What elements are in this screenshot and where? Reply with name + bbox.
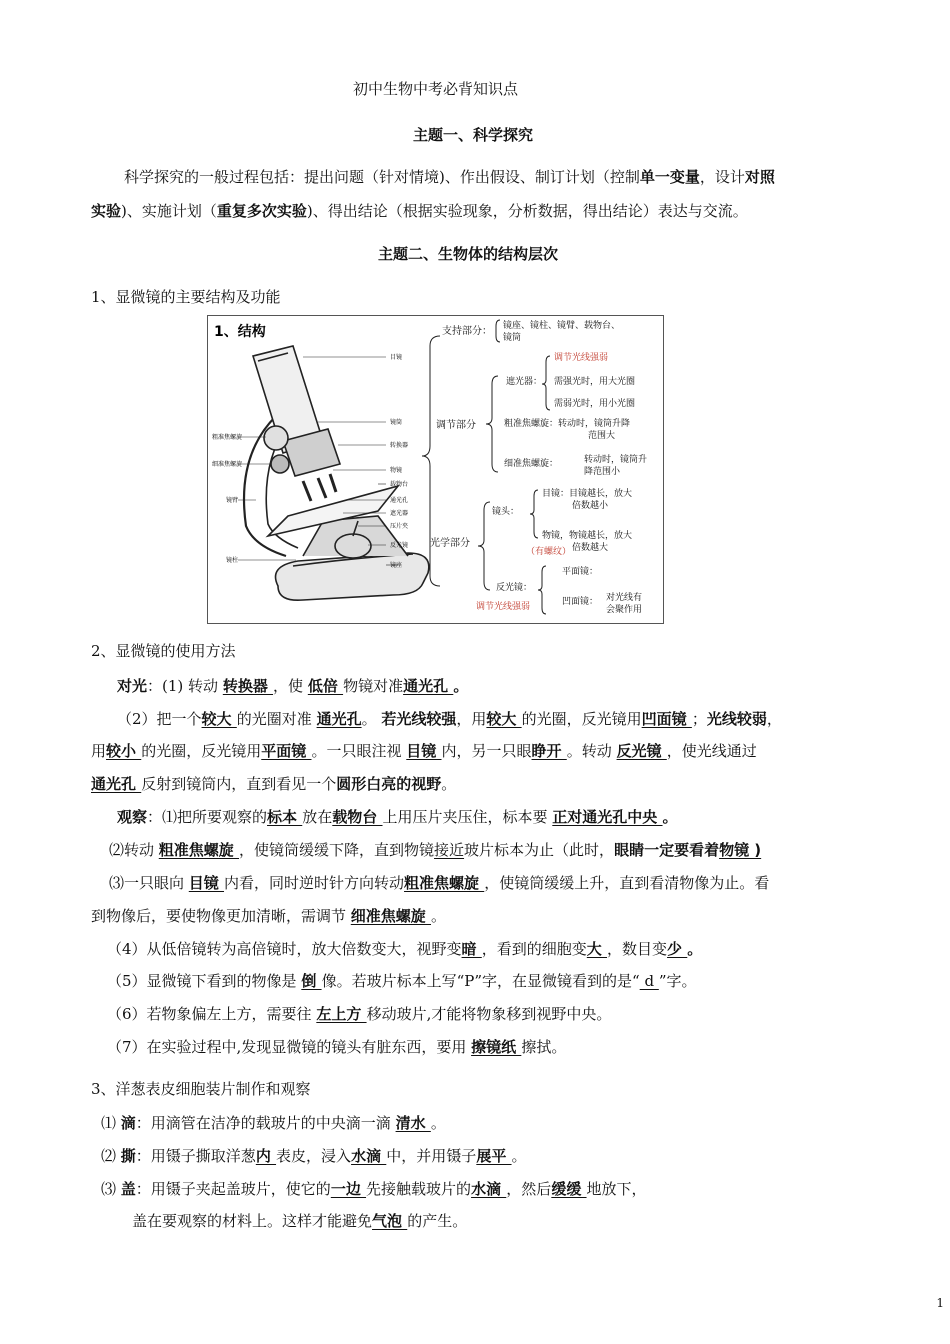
- text: 。: [361, 710, 382, 728]
- answer: 内: [255, 1147, 277, 1165]
- keyword: 重复多次实验: [216, 202, 307, 220]
- answer: 水滴: [351, 1147, 387, 1165]
- label-clips: 压片夹: [390, 523, 409, 530]
- microscope-diagram: [207, 315, 664, 624]
- text: 用: [91, 742, 107, 760]
- item-6: [107, 1004, 611, 1024]
- answer: 粗准焦螺旋: [404, 874, 485, 892]
- answer: 目镜: [188, 874, 225, 892]
- answer: 大: [586, 940, 608, 958]
- answer: 较小: [106, 742, 142, 760]
- text: 先接触载玻片的: [366, 1180, 472, 1198]
- text: ，然后: [506, 1180, 552, 1198]
- keyword: 圆形白亮的视野: [336, 775, 442, 793]
- text: 中，并用镊子: [386, 1147, 477, 1165]
- text: ，使: [273, 677, 308, 695]
- step-1: [101, 1113, 446, 1133]
- thread-note: （有螺纹）: [526, 547, 572, 557]
- step-3-continued: [132, 1211, 467, 1231]
- eyepiece-text: 目镜：目镜越长，放大: [542, 489, 633, 499]
- text: （6）若物象偏左上方，需要往: [107, 1005, 317, 1023]
- label-coarse-focus: 粗准焦螺旋: [212, 434, 243, 441]
- answer: 展平: [476, 1147, 512, 1165]
- figure-title: 1、结构: [214, 324, 266, 340]
- label-mirror: 反光镜: [390, 542, 409, 549]
- eyepiece-text2: 倍数越小: [572, 501, 609, 511]
- answer: 少: [667, 940, 688, 958]
- text: 的光圈，反光镜用: [141, 742, 262, 760]
- duiguang-line2: [117, 709, 782, 729]
- text: ：⑴把所要观察的: [147, 808, 268, 826]
- text: ，数目变: [607, 940, 668, 958]
- keyword: 若光线较强: [381, 710, 457, 728]
- coarse-focus-text2: 范围大: [588, 431, 616, 441]
- theme1-paragraph-line2: [91, 201, 748, 221]
- text: )、实施计划（: [121, 202, 217, 220]
- concave-mirror: 凹面镜：: [562, 597, 599, 607]
- concave-mirror-text2: 会聚作用: [606, 605, 643, 615]
- answer: 睁开: [531, 742, 567, 760]
- answer: 正对通光孔中央: [552, 808, 663, 826]
- fine-focus-text2: 降范围小: [584, 467, 621, 477]
- adjust-part-label: 调节部分: [436, 420, 476, 431]
- duiguang-line4: [91, 774, 456, 794]
- text: ，: [766, 710, 782, 728]
- text: （5）显微镜下看到的物像是: [107, 972, 302, 990]
- text: 。: [430, 1114, 446, 1132]
- fine-focus-text: 转动时，镜筒升: [584, 455, 648, 465]
- text: 反射到镜筒内，直到看见一个: [141, 775, 337, 793]
- answer: 水滴: [471, 1180, 507, 1198]
- answer: 通光孔: [91, 775, 142, 793]
- text: ，用: [456, 710, 487, 728]
- text: 上用压片夹压住，标本要: [382, 808, 553, 826]
- duiguang-line3: [91, 741, 757, 761]
- item-5: [107, 971, 696, 991]
- text: ，设计: [699, 168, 745, 186]
- answer: 较大: [201, 710, 237, 728]
- text: 。: [511, 1147, 527, 1165]
- answer: 一边: [330, 1180, 367, 1198]
- guancha-line4: [91, 906, 446, 926]
- support-part-text2: 镜筒: [503, 333, 522, 343]
- text: 。: [453, 677, 469, 695]
- mirror-function: 调节光线强弱: [476, 602, 531, 612]
- answer: 载物台: [332, 808, 383, 826]
- text: ，看到的细胞变: [481, 940, 587, 958]
- classification-tree: [422, 319, 647, 615]
- answer: 气泡: [372, 1212, 408, 1230]
- text: 到物像后，要使物像更加清晰，需调节: [91, 907, 351, 925]
- answer: 粗准焦螺旋: [158, 841, 240, 859]
- text: （2）把一个: [117, 710, 202, 728]
- answer: 转换器: [222, 677, 274, 695]
- keyword: 对光: [117, 677, 148, 695]
- text: （7）在实验过程中,发现显微镜的镜头有脏东西，要用: [107, 1038, 472, 1056]
- answer: 缓缓: [551, 1180, 587, 1198]
- coarse-focus-text: 粗准焦螺旋：转动时，镜筒升降: [504, 419, 631, 429]
- text: ⑵: [101, 1147, 121, 1165]
- answer: d: [639, 972, 659, 990]
- label-arm: 镜臂: [226, 497, 239, 504]
- text: 。一只眼注视: [311, 742, 407, 760]
- text: 的光圈，反光镜用: [521, 710, 642, 728]
- text: ”字。: [658, 972, 697, 990]
- answer: 清水: [395, 1114, 431, 1132]
- item-7: [107, 1037, 566, 1057]
- text: ⑶: [101, 1180, 121, 1198]
- label-objective: 物镜: [390, 467, 403, 474]
- text: 科学探究的一般过程包括：提出问题（针对情境)、作出假设、制订计划（控制: [124, 168, 640, 186]
- label-base: 镜座: [390, 562, 403, 569]
- duiguang-line1: [117, 676, 468, 696]
- theme2-heading: 主题二、生物体的结构层次: [378, 245, 559, 263]
- text: （4）从低倍镜转为高倍镜时，放大倍数变大，视野变: [107, 940, 462, 958]
- section-2-title: 2、显微镜的使用方法: [91, 642, 236, 660]
- label-nosepiece: 转换器: [390, 442, 409, 449]
- label-eyepiece: 目镜: [390, 354, 403, 361]
- diaphragm-strong: 需强光时，用大光圈: [554, 377, 636, 387]
- label-aperture: 通光孔: [390, 497, 409, 504]
- guancha-line1: [117, 807, 678, 827]
- text: 。: [687, 940, 703, 958]
- diaphragm-heading: 遮光器：: [506, 377, 543, 387]
- text: 。转动: [566, 742, 617, 760]
- keyword: 盖: [120, 1180, 136, 1198]
- objective-text2: 倍数越大: [572, 543, 609, 553]
- label-fine-focus: 细准焦螺旋: [212, 461, 243, 468]
- text: 擦拭。: [521, 1038, 567, 1056]
- text: 物镜对准: [343, 677, 404, 695]
- mirror-label: 反光镜：: [496, 583, 533, 593]
- step-2: [101, 1146, 527, 1166]
- answer: 较大: [486, 710, 522, 728]
- answer: 物镜 ): [719, 841, 762, 859]
- fine-focus-label: 细准焦螺旋：: [504, 459, 559, 469]
- answer: 低倍: [307, 677, 344, 695]
- text: 的光圈对准: [236, 710, 317, 728]
- keyword: 撕: [120, 1147, 136, 1165]
- objective-text: 物镜，物镜越长，放大: [542, 531, 633, 541]
- text: ；: [691, 710, 707, 728]
- text: 内，另一只眼: [441, 742, 532, 760]
- keyword: 单一变量: [639, 168, 700, 186]
- text: 。: [431, 907, 447, 925]
- text: ：用滴管在洁净的载玻片的中央滴一滴: [135, 1114, 396, 1132]
- label-tube: 镜筒: [390, 419, 403, 426]
- theme1-paragraph-line1: [124, 167, 775, 187]
- text: 地放下，: [586, 1180, 647, 1198]
- answer: 通光孔: [316, 710, 362, 728]
- label-pillar: 镜柱: [226, 557, 239, 564]
- text: ：用镊子撕取洋葱: [135, 1147, 256, 1165]
- text: 移动玻片,才能将物象移到视野中央。: [366, 1005, 612, 1023]
- answer: 平面镜: [261, 742, 312, 760]
- text: 玻片标本为止（此时，: [464, 841, 615, 859]
- answer: 细准焦螺旋: [350, 907, 432, 925]
- text: ，使光线通过: [666, 742, 757, 760]
- answer: 左上方: [316, 1005, 367, 1023]
- label-stage: 载物台: [390, 481, 409, 488]
- step-3: [101, 1179, 647, 1199]
- concave-mirror-text: 对光线有: [606, 593, 643, 603]
- answer: 暗: [461, 940, 482, 958]
- text: 。: [441, 775, 457, 793]
- text: 的产生。: [407, 1212, 468, 1230]
- keyword: 光线较弱: [706, 710, 767, 728]
- answer: 标本: [267, 808, 303, 826]
- text: 。: [662, 808, 678, 826]
- text: 盖在要观察的材料上。这样才能避免: [132, 1212, 373, 1230]
- text: 像。若玻片标本上写“P”字，在显微镜看到的是“: [321, 972, 640, 990]
- text: ，使镜筒缓缓上升，直到看清物像为止。看: [484, 874, 770, 892]
- answer: 通光孔: [403, 677, 454, 695]
- diaphragm-function: 调节光线强弱: [554, 353, 609, 363]
- text: 表皮，浸入: [276, 1147, 352, 1165]
- lens-label: 镜头：: [492, 507, 520, 517]
- answer: 目镜: [406, 742, 442, 760]
- answer: 倒: [301, 972, 322, 990]
- text: ⑴: [101, 1114, 121, 1132]
- text: )、得出结论（根据实验现象，分析数据，得出结论）表达与交流。: [306, 202, 748, 220]
- optical-part-label: 光学部分: [430, 538, 470, 549]
- support-part-label: 支持部分：: [442, 326, 492, 337]
- page-number: 1: [936, 1296, 944, 1310]
- answer: 凹面镜: [641, 710, 692, 728]
- keyword: 滴: [120, 1114, 136, 1132]
- diaphragm-weak: 需弱光时，用小光圈: [554, 399, 636, 409]
- theme1-heading: 主题一、科学探究: [413, 126, 534, 144]
- keyword: 实验: [91, 202, 122, 220]
- guancha-line3: [109, 873, 769, 893]
- keyword: 观察: [117, 808, 148, 826]
- text: ：用镊子夹起盖玻片，使它的: [135, 1180, 331, 1198]
- text: ⑶一只眼向: [109, 874, 189, 892]
- support-part-text: 镜座、镜柱、镜臂、载物台、: [503, 321, 621, 331]
- flat-mirror: 平面镜：: [562, 567, 599, 577]
- keyword: 对照: [744, 168, 775, 186]
- section-1-title: 1、显微镜的主要结构及功能: [91, 288, 281, 306]
- keyword: 眼睛一定要看着: [614, 841, 720, 859]
- text: 放在: [302, 808, 333, 826]
- text: ：(1) 转动: [147, 677, 223, 695]
- section-3-title: 3、洋葱表皮细胞装片制作和观察: [91, 1080, 311, 1098]
- answer: 反光镜: [616, 742, 667, 760]
- text: ，使镜筒缓缓下降，直到物镜: [239, 841, 435, 859]
- label-diaphragm: 遮光器: [390, 510, 409, 517]
- answer: 擦镜纸: [471, 1038, 522, 1056]
- text: 内看，同时逆时针方向转动: [224, 874, 405, 892]
- guancha-line2: [109, 840, 761, 860]
- page-title: 初中生物中考必背知识点: [353, 80, 519, 98]
- answer: 接近: [434, 841, 465, 859]
- text: ⑵转动: [109, 841, 159, 859]
- item-4: [107, 939, 702, 959]
